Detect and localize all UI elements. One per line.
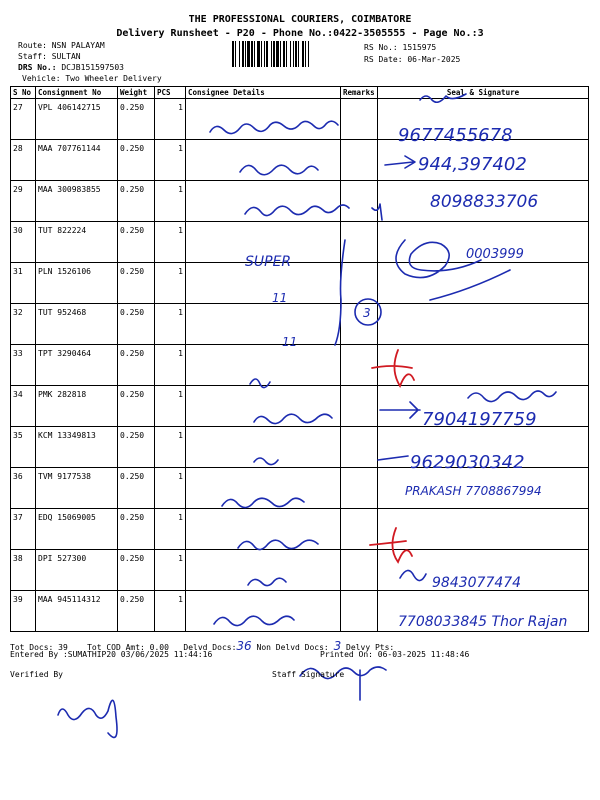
drs-value: DCJB151597503: [61, 63, 124, 72]
row-remarks: [341, 427, 378, 468]
row-remarks: [341, 99, 378, 140]
row-consignment: DPI 527300: [36, 550, 118, 591]
row-consignee: [186, 304, 341, 345]
row-consignment: MAA 707761144: [36, 140, 118, 181]
row-sno: 39: [11, 591, 36, 632]
row-remarks: [341, 181, 378, 222]
vehicle-label: Vehicle: Two Wheeler Delivery: [22, 74, 162, 83]
row-signature: [378, 99, 589, 140]
entered-by: Entered By :SUMATHIP20 03/06/2025 11:44:16: [10, 650, 213, 659]
runsheet-subtitle: Delivery Runsheet - P20 - Phone No.:0422-3505555 - Page No.:3: [116, 28, 484, 39]
staff-signature-label: Staff Signature: [272, 670, 345, 679]
row-consignment: TUT 952468: [36, 304, 118, 345]
row-remarks: [341, 591, 378, 632]
non-delvd-value: 3: [333, 639, 342, 653]
row-sno: 36: [11, 468, 36, 509]
row-consignee: [186, 99, 341, 140]
handwritten-signature: PRAKASH 7708867994: [405, 484, 542, 498]
row-consignment: PMK 282818: [36, 386, 118, 427]
row-weight: 0.250: [118, 550, 155, 591]
handwritten-note: 0003999: [466, 247, 524, 262]
table-row: [11, 181, 589, 222]
handwritten-consignee: SUPER: [245, 254, 292, 270]
row-pcs: 1: [155, 181, 186, 222]
row-sno: 33: [11, 345, 36, 386]
verified-signature: [58, 700, 117, 737]
row-signature: [378, 468, 589, 509]
barcode-bar: [239, 41, 240, 67]
handwritten-phone: 944,397402: [418, 154, 527, 175]
row-consignment: VPL 406142715: [36, 99, 118, 140]
row-weight: 0.250: [118, 468, 155, 509]
barcode-bar: [286, 41, 287, 67]
row-signature: [378, 181, 589, 222]
row-consignment: MAA 945114312: [36, 591, 118, 632]
company-name: THE PROFESSIONAL COURIERS, COIMBATORE: [188, 14, 412, 25]
row-consignee: [186, 427, 341, 468]
row-weight: 0.250: [118, 222, 155, 263]
barcode-bar: [295, 41, 297, 67]
row-pcs: 1: [155, 345, 186, 386]
row-pcs: 1: [155, 468, 186, 509]
table-row: [11, 427, 589, 468]
barcode-bar: [290, 41, 291, 67]
table-row: [11, 468, 589, 509]
table-row: [11, 304, 589, 345]
row-pcs: 1: [155, 427, 186, 468]
col-sno: S No: [11, 87, 36, 99]
barcode-bar: [280, 41, 281, 67]
row-pcs: 1: [155, 99, 186, 140]
row-pcs: 1: [155, 304, 186, 345]
row-signature: [378, 345, 589, 386]
table-row: [11, 509, 589, 550]
row-consignment: TUT 822224: [36, 222, 118, 263]
row-remarks: [341, 263, 378, 304]
row-consignee: [186, 140, 341, 181]
row-pcs: 1: [155, 263, 186, 304]
row-consignee: [186, 509, 341, 550]
circled-number: 3: [363, 306, 371, 320]
barcode-bar: [271, 41, 272, 67]
row-weight: 0.250: [118, 181, 155, 222]
row-remarks: [341, 140, 378, 181]
drs-label: DRS No.:: [18, 63, 57, 72]
col-pcs: PCS: [155, 87, 186, 99]
table-row: [11, 550, 589, 591]
row-pcs: 1: [155, 222, 186, 263]
handwritten-phone: 8098833706: [430, 192, 539, 212]
barcode-bar: [283, 41, 285, 67]
col-remarks: Remarks: [341, 87, 378, 99]
row-consignment: PLN 1526106: [36, 263, 118, 304]
row-sno: 34: [11, 386, 36, 427]
table-row: [11, 591, 589, 632]
handwritten-phone: 9843077474: [432, 575, 522, 591]
row-pcs: 1: [155, 140, 186, 181]
row-consignee: [186, 386, 341, 427]
row-sno: 38: [11, 550, 36, 591]
row-remarks: [341, 468, 378, 509]
row-pcs: 1: [155, 591, 186, 632]
table-row: [11, 345, 589, 386]
row-signature: [378, 591, 589, 632]
table-header-row: [11, 87, 589, 99]
tot-cod: Tot COD Amt: 0.00: [87, 643, 169, 652]
row-signature: [378, 427, 589, 468]
drs-number: [18, 63, 124, 72]
row-consignee: [186, 550, 341, 591]
delvd-docs-label: Delvd Docs:: [183, 643, 237, 652]
row-weight: 0.250: [118, 263, 155, 304]
row-consignment: MAA 300983855: [36, 181, 118, 222]
row-sno: 28: [11, 140, 36, 181]
row-signature: [378, 263, 589, 304]
row-weight: 0.250: [118, 140, 155, 181]
barcode-bar: [266, 41, 268, 67]
row-weight: 0.250: [118, 509, 155, 550]
barcode-bar: [305, 41, 306, 67]
row-consignee: [186, 263, 341, 304]
barcode-bar: [247, 41, 250, 67]
row-remarks: [341, 509, 378, 550]
barcode-bar: [298, 41, 299, 67]
row-signature: [378, 386, 589, 427]
row-pcs: 1: [155, 386, 186, 427]
row-remarks: [341, 345, 378, 386]
barcode-bar: [254, 41, 255, 67]
row-signature: [378, 550, 589, 591]
barcode-bar: [264, 41, 265, 67]
row-signature: [378, 509, 589, 550]
barcode: [232, 41, 356, 67]
table-row: [11, 263, 589, 304]
row-sno: 32: [11, 304, 36, 345]
row-consignee: [186, 181, 341, 222]
row-signature: [378, 304, 589, 345]
row-weight: 0.250: [118, 99, 155, 140]
barcode-bar: [273, 41, 275, 67]
row-consignee: [186, 345, 341, 386]
row-consignee: [186, 468, 341, 509]
staff-label: Staff: SULTAN: [18, 52, 81, 61]
barcode-bar: [235, 41, 236, 67]
handwritten-phone: 9677455678: [398, 125, 513, 146]
barcode-bar: [302, 41, 304, 67]
table-row: [11, 140, 589, 181]
barcode-bar: [257, 41, 260, 67]
verified-by-label: Verified By: [10, 670, 63, 679]
runsheet-table: [10, 86, 589, 632]
row-remarks: [341, 550, 378, 591]
row-remarks: [341, 304, 378, 345]
handwritten-phone: 7708033845 Thor Rajan: [398, 614, 568, 630]
barcode-bar: [242, 41, 244, 67]
rs-date: RS Date: 06-Mar-2025: [364, 55, 461, 64]
delvd-docs-value: 36: [236, 639, 252, 653]
barcode-bar: [261, 41, 262, 67]
col-weight: Weight: [118, 87, 155, 99]
col-signature: Seal & Signature: [378, 87, 589, 99]
row-pcs: 1: [155, 550, 186, 591]
row-weight: 0.250: [118, 591, 155, 632]
row-remarks: [341, 222, 378, 263]
row-sno: 35: [11, 427, 36, 468]
tot-docs: Tot Docs: 39: [10, 643, 68, 652]
row-sno: 30: [11, 222, 36, 263]
row-sno: 29: [11, 181, 36, 222]
col-consignment: Consignment No: [36, 87, 118, 99]
handwritten-phone: 7904197759: [422, 409, 537, 430]
row-consignee: [186, 222, 341, 263]
row-remarks: [341, 386, 378, 427]
route-label: Route: NSN PALAYAM: [18, 41, 105, 50]
row-weight: 0.250: [118, 345, 155, 386]
printed-on: Printed On: 06-03-2025 11:48:46: [320, 650, 470, 659]
row-sno: 31: [11, 263, 36, 304]
row-consignee: [186, 591, 341, 632]
col-consignee: Consignee Details: [186, 87, 341, 99]
row-consignment: TVM 9177538: [36, 468, 118, 509]
handwritten-phone: 9629030342: [410, 452, 525, 473]
row-weight: 0.250: [118, 304, 155, 345]
row-consignment: TPT 3290464: [36, 345, 118, 386]
row-signature: [378, 222, 589, 263]
rs-number: RS No.: 1515975: [364, 43, 437, 52]
row-consignment: KCM 13349813: [36, 427, 118, 468]
table-row: [11, 222, 589, 263]
table-row: [11, 386, 589, 427]
row-consignment: EDQ 15069005: [36, 509, 118, 550]
barcode-bar: [308, 41, 309, 67]
handwritten-consignee: 11: [282, 335, 298, 349]
row-weight: 0.250: [118, 427, 155, 468]
non-delvd-label: Non Delvd Docs:: [256, 643, 329, 652]
row-sno: 27: [11, 99, 36, 140]
barcode-bar: [293, 41, 294, 67]
barcode-bar: [251, 41, 253, 67]
handwritten-consignee: 11: [272, 291, 288, 305]
barcode-bar: [232, 41, 234, 67]
table-row: [11, 99, 589, 140]
row-sno: 37: [11, 509, 36, 550]
barcode-bar: [245, 41, 246, 67]
delvy-pts-label: Delvy Pts:: [346, 643, 395, 652]
barcode-bar: [276, 41, 279, 67]
row-signature: [378, 140, 589, 181]
row-weight: 0.250: [118, 386, 155, 427]
row-pcs: 1: [155, 509, 186, 550]
